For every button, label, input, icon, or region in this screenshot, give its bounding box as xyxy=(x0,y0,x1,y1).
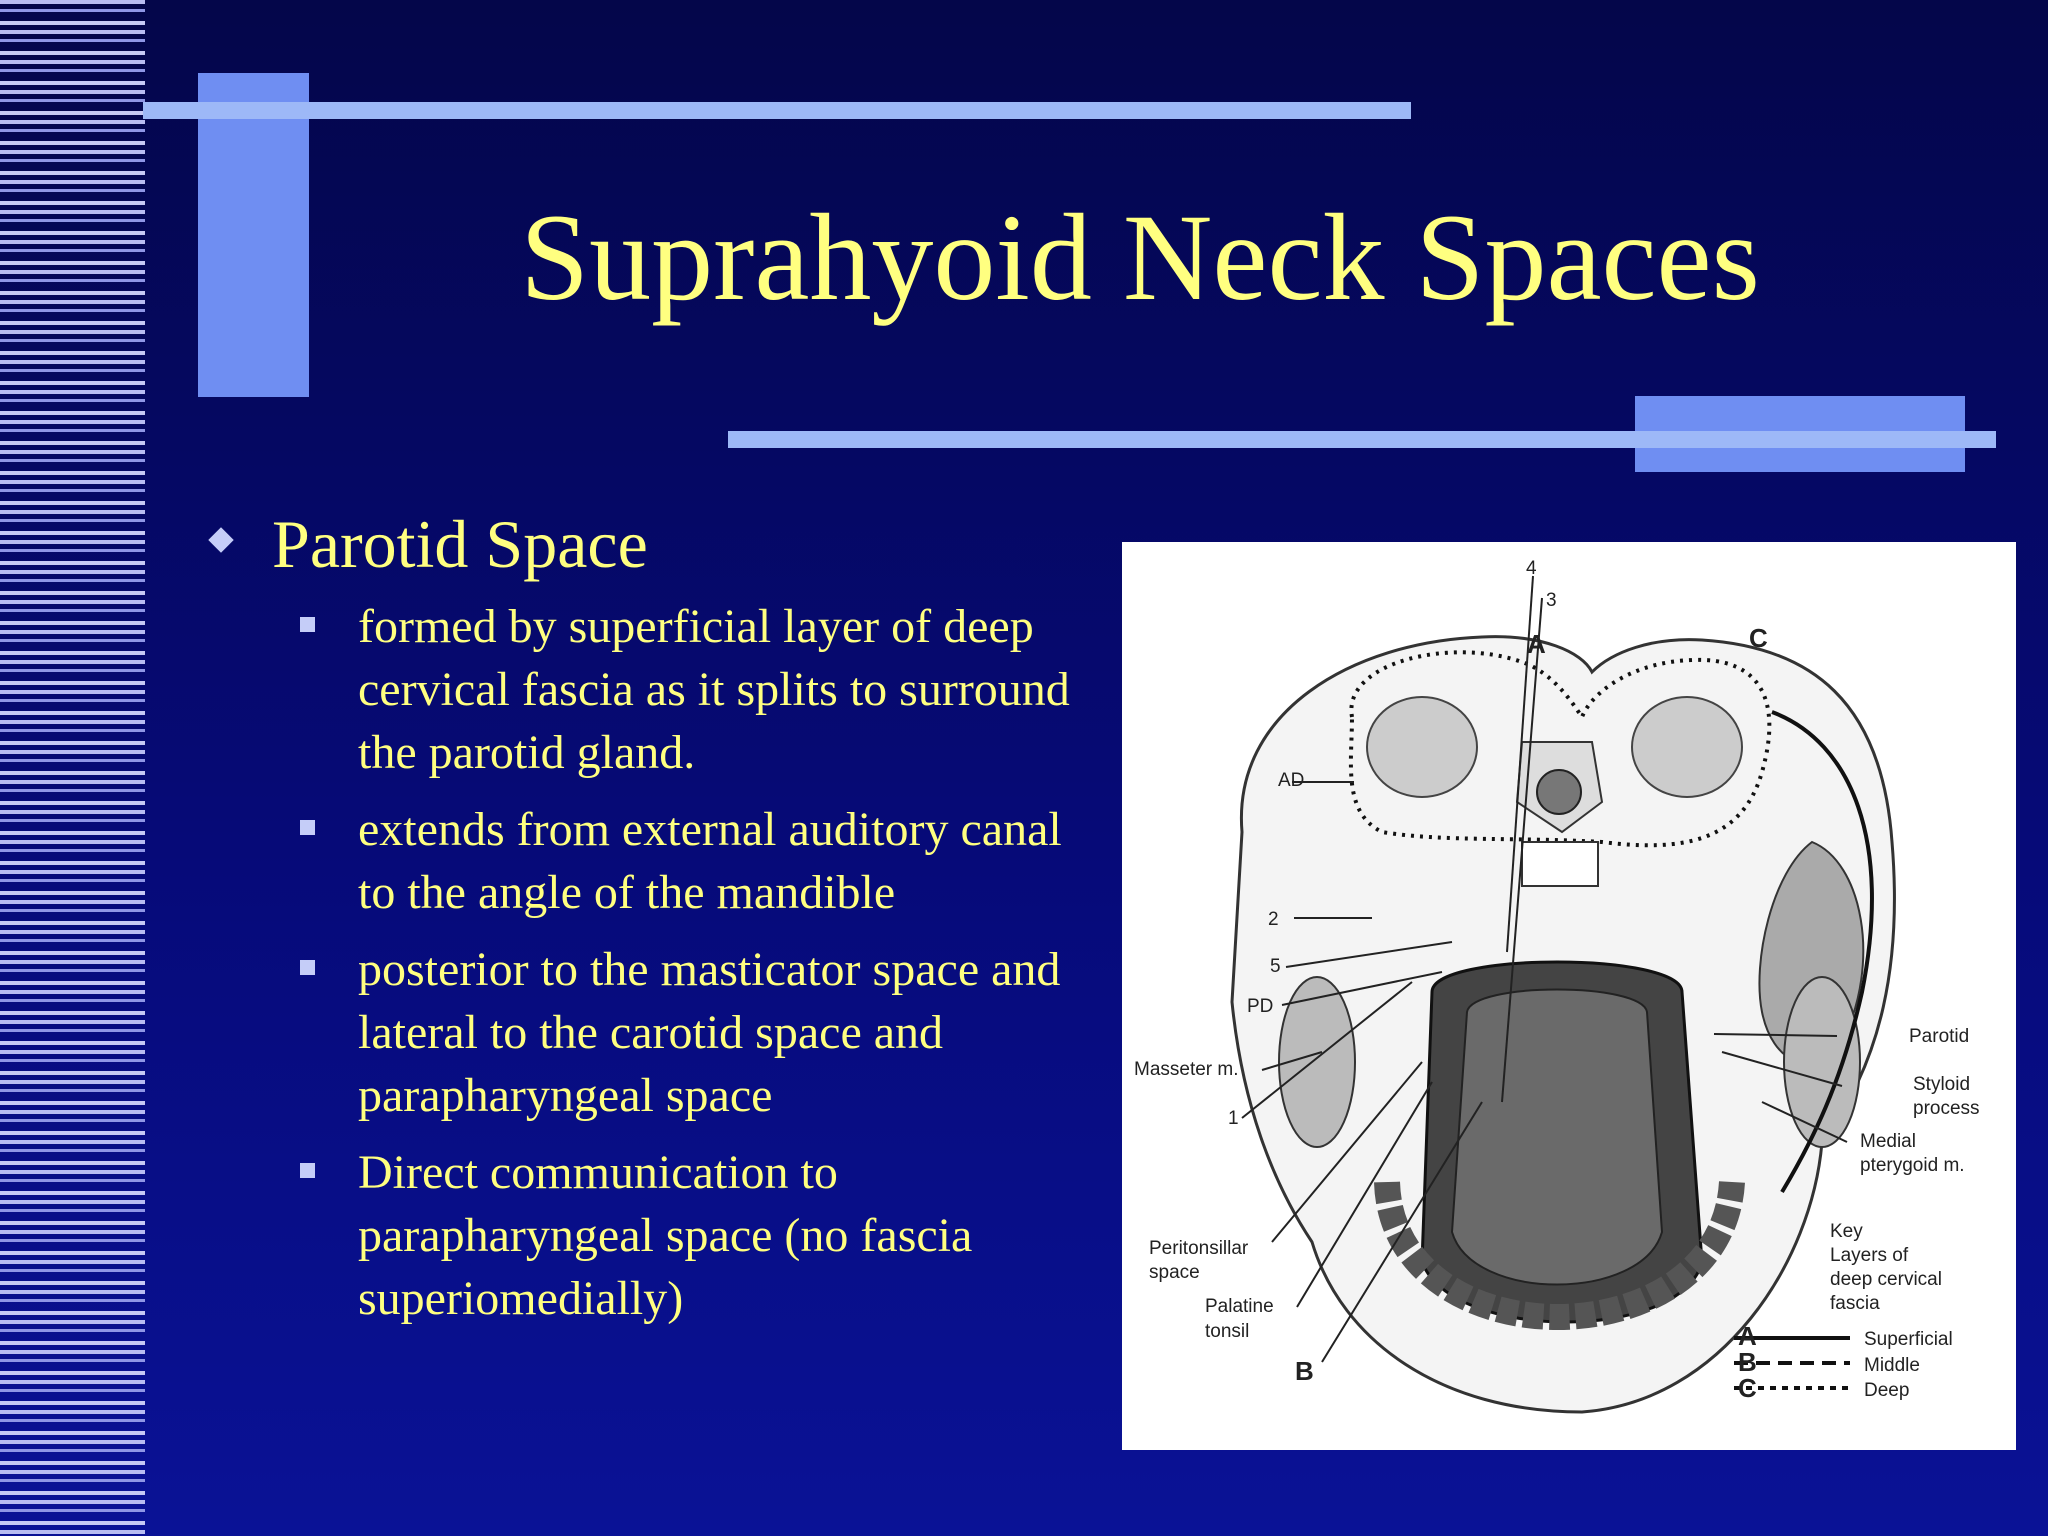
sub-bullet-item xyxy=(200,1141,1100,1330)
label-palatine-1: Palatine xyxy=(1205,1296,1274,1317)
sub-bullet-text: formed by superficial layer of deep cervical fascia as it splits to surround the parotid gland. xyxy=(358,600,1070,780)
tongue-shape xyxy=(1452,990,1662,1285)
diamond-bullet-icon xyxy=(208,527,233,552)
label-key-1: Key xyxy=(1830,1221,1863,1242)
sub-bullet-item xyxy=(200,938,1100,1127)
label-C-top: C xyxy=(1749,623,1768,653)
label-key-superficial: Superficial xyxy=(1864,1329,1953,1350)
accent-line-top xyxy=(143,102,1411,119)
label-4: 4 xyxy=(1526,558,1537,579)
slide-title: Suprahyoid Neck Spaces xyxy=(520,189,1760,326)
muscle-left xyxy=(1367,697,1477,797)
label-3: 3 xyxy=(1546,590,1557,611)
anatomy-figure xyxy=(1122,542,2016,1450)
label-key-deep: Deep xyxy=(1864,1380,1910,1401)
label-AD: AD xyxy=(1278,770,1305,791)
label-A-top: A xyxy=(1527,629,1546,659)
label-key-middle: Middle xyxy=(1864,1355,1920,1376)
bullet-parotid-space xyxy=(200,505,1100,583)
label-key-3: deep cervical xyxy=(1830,1269,1942,1290)
label-key-B: B xyxy=(1738,1347,1757,1377)
label-peritonsillar-1: Peritonsillar xyxy=(1149,1238,1249,1259)
sub-bullet-text: posterior to the masticator space and lateral to the carotid space and parapharyngeal space xyxy=(358,943,1061,1123)
masseter-right xyxy=(1784,977,1860,1147)
square-bullet-icon xyxy=(300,820,315,835)
label-styloid-2: process xyxy=(1913,1098,1980,1119)
left-stripe-decoration xyxy=(0,0,145,1536)
label-B-bottom: B xyxy=(1295,1356,1314,1386)
square-bullet-icon xyxy=(300,1163,315,1178)
label-PD: PD xyxy=(1247,996,1274,1017)
label-key-C: C xyxy=(1738,1373,1757,1403)
spinal-cord-shape xyxy=(1537,770,1581,814)
label-5: 5 xyxy=(1270,956,1281,977)
label-medial-1: Medial xyxy=(1860,1131,1916,1152)
label-1: 1 xyxy=(1228,1108,1239,1129)
sub-bullet-item xyxy=(200,798,1100,924)
anatomy-illustration xyxy=(1122,542,2016,1450)
muscle-right xyxy=(1632,697,1742,797)
accent-block-top-left xyxy=(198,73,309,397)
label-palatine-2: tonsil xyxy=(1205,1321,1250,1342)
bullet-heading: Parotid Space xyxy=(272,506,648,582)
sub-bullet-text: Direct communication to parapharyngeal space (no fascia superiomedially) xyxy=(358,1146,973,1326)
label-styloid-1: Styloid xyxy=(1913,1074,1971,1095)
label-medial-2: pterygoid m. xyxy=(1860,1155,1965,1176)
label-key-A: A xyxy=(1738,1321,1757,1351)
label-parotid: Parotid xyxy=(1909,1026,1970,1047)
square-bullet-icon xyxy=(300,960,315,975)
sub-bullet-item xyxy=(200,595,1100,784)
label-key-2: Layers of xyxy=(1830,1245,1909,1266)
label-masseter: Masseter m. xyxy=(1134,1059,1239,1080)
bullet-list xyxy=(200,505,1100,1344)
sub-bullet-list xyxy=(200,595,1100,1330)
label-2: 2 xyxy=(1268,909,1279,930)
square-bullet-icon xyxy=(300,617,315,632)
sub-bullet-text: extends from external auditory canal to the angle of the mandible xyxy=(358,803,1062,920)
label-peritonsillar-2: space xyxy=(1149,1262,1200,1283)
label-key-4: fascia xyxy=(1830,1293,1880,1314)
clivus-shape xyxy=(1522,842,1598,886)
accent-line-bottom xyxy=(728,431,1996,448)
